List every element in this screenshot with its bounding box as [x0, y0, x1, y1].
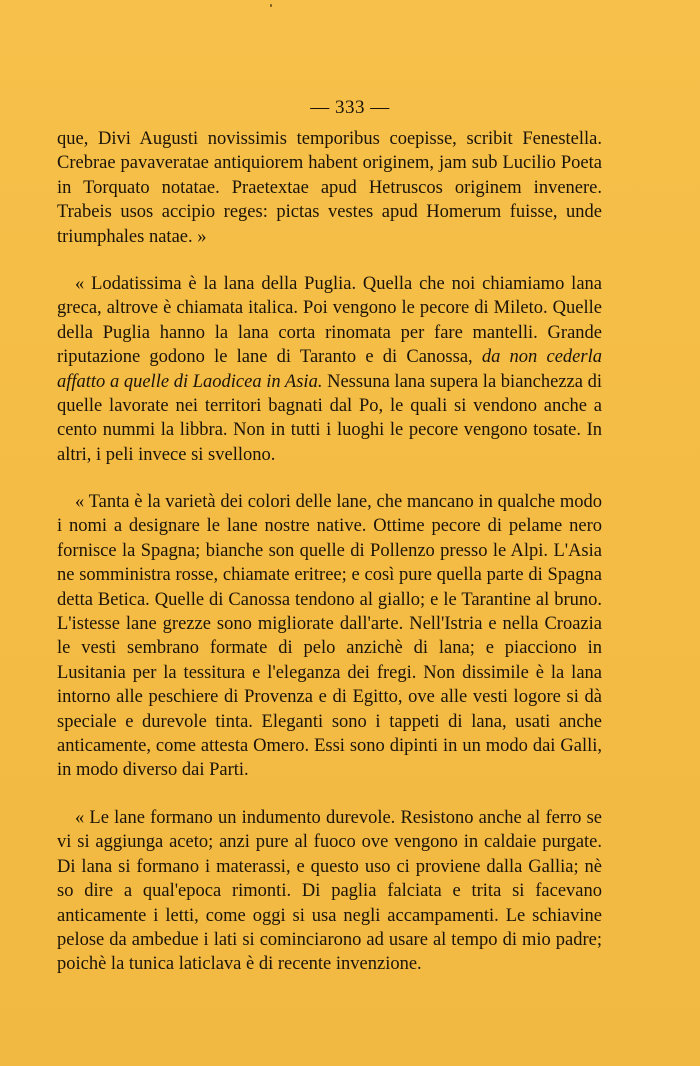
paragraph-indumento-durevole: [57, 806, 602, 977]
paragraph-text-run: Nessuna lana supera la bianchezza di quelle lavorate nei territori bagnati dal Po, le quali si vendono anche a cento nummi la libbra. Non in tutti i luoghi le pecore vengono tosate. In altri, i peli invece si svellono.: [57, 371, 602, 465]
paragraph-text: [57, 806, 602, 977]
paragraph-text-run: « Tanta è la varietà dei colori delle lane, che mancano in qualche modo i nomi a designare le lane nostre native. Ottime pecore di pelame nero fornisce la Spagna; bianche son quelle di Pollenzo presso le Alpi. L'Asia ne somministra rosse, chiamate eritree; e così pure quella parte di Spagna detta Betica. Quelle di Canossa tendono al giallo; e le Tarantine al bruno. L'istesse lane grezze sono migliorate dall'arte. Nell'Istria e nella Croazia le vesti sembrano formate di pelo anzichè di lana; e piacciono in Lusitania per la tessitura e l'eleganza dei fregi. Non dissimile è la lana intorno alle peschiere di Provenza e di Egitto, ove alle vesti logore si dà speciale e durevole tinta. Eleganti sono i tappeti di lana, usati anche anticamente, come attesta Omero. Essi sono dipinti in un modo dai Galli, in modo diverso dai Parti.: [57, 492, 602, 781]
paragraph-text: [57, 127, 602, 249]
paragraph-text-run: « Lodatissima è la lana della Puglia. Quella che noi chiamiamo lana greca, altrove è chiamata italica. Poi vengono le pecore di Mileto. Quelle della Puglia hanno la lana corta rinomata per fare mantelli. Grande riputazione godono le lane di Taranto e di Canossa,: [57, 274, 602, 368]
paragraph-lana-puglia: [57, 272, 602, 467]
paragraph-colori-lane: [57, 490, 602, 783]
paragraph-text: [57, 272, 602, 467]
paper-speck: [270, 4, 272, 7]
paragraph-text: [57, 490, 602, 783]
paragraph-continuation: [57, 127, 602, 249]
page-number: — 333 —: [310, 97, 390, 118]
italic-phrase: da non cederla affatto a quelle di Laodicea in Asia.: [57, 347, 602, 392]
paragraph-text-run: « Le lane formano un indumento durevole. Resistono anche al ferro se vi si aggiunga aceto; anzi pure al fuoco ove vengono in caldaie purgate. Di lana si formano i materassi, e questo uso ci proviene dalla Gallia; nè so dire a qual'epoca rimonti. Di paglia falciata e trita si facevano anticamente i letti, come oggi si usa negli accampamenti. Le schiavine pelose da ambedue i lati si cominciarono ad usare al tempo di mio padre; poichè la tunica laticlava è di recente invenzione.: [57, 808, 602, 975]
paragraph-text-run: que, Divi Augusti novissimis temporibus coepisse, scribit Fenestella. Crebrae pavaveratae antiquiorem habent originem, jam sub Lucilio Poeta in Torquato notatae. Praetextae apud Hetruscos originem invenere. Trabeis usos accipio reges: pictas vestes apud Homerum fuisse, unde triumphales natae. »: [57, 129, 602, 247]
